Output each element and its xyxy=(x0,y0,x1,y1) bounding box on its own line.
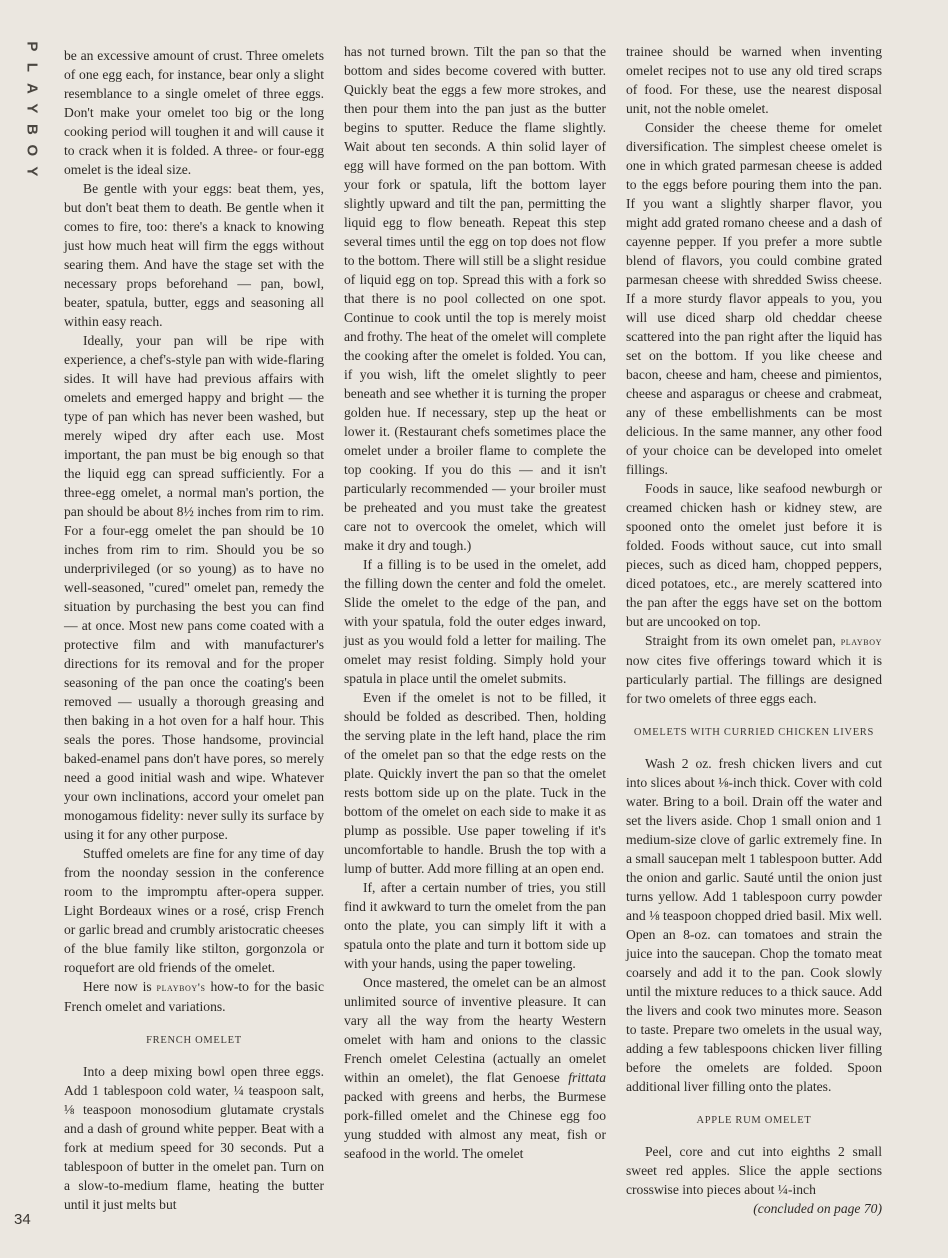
text-column-3 xyxy=(626,42,882,1218)
text-run: now cites five offerings toward which it is particularly partial. The fillings are designed for two omelets of three eggs each. xyxy=(626,653,882,706)
brand-name: playboy's xyxy=(156,980,206,994)
paragraph xyxy=(626,631,882,708)
paragraph: Peel, core and cut into eighths 2 small sweet red apples. Slice the apple sections crosswise into pieces about ¼-inch xyxy=(626,1144,882,1197)
paragraph: Consider the cheese theme for omelet diversification. The simplest cheese omelet is one in which grated parmesan cheese is added to the eggs before pouring them into the pan. If you want a slightly sharper flavor, you might add grated romano cheese and a dash of cayenne pepper. If you prefer a more subtle blend of flavors, you could combine grated parmesan cheese with shredded Swiss cheese. If a more sturdy flavor appeals to you, you will use diced sharp old cheddar cheese scattered into the pan right after the liquid has set on the bottom. If you like cheese and bacon, cheese and ham, cheese and pimientos, cheese and asparagus or cheese and crabmeat, any of these embellishments can be most delicious. In the same manner, any other food of your choice can be developed into omelet fillings. xyxy=(626,120,882,477)
paragraph: be an excessive amount of crust. Three omelets of one egg each, for instance, bear only a slight resemblance to a single omelet of three eggs. Don't make your omelet too big or the long cooking period will toughen it and will cause it to crack when it is folded. A three- or four-egg omelet is the ideal size. xyxy=(64,48,324,177)
paragraph: has not turned brown. Tilt the pan so that the bottom and sides become covered with butter. Quickly beat the eggs a few more strokes, and then pour them into the pan just as the butter begins to sputter. Reduce the flame slightly. Wait about ten seconds. A thin solid layer of egg will have formed on the pan bottom. With your fork or spatula, lift the bottom layer slightly upward and tilt the pan, permitting the liquid egg to flow beneath. Repeat this step several times until the egg on top does not flow to the bottom. There will still be a slight residue of liquid egg on top. Spread this with a fork so that there is no pool collected on one spot. Continue to cook until the top is merely moist and frothy. The heat of the omelet will complete the cooking after the omelet is folded. You can, if you wish, lift the omelet slightly to peer beneath and see whether it is turning the proper golden hue. If necessary, step up the heat or lower it. (Restaurant chefs sometimes place the omelet under a broiler flame to complete the top cooking. If you do this — and it isn't particularly recommended — your broiler must be preheated and you must take the greatest care not to overcook the omelet, which will make it dry and tough.) xyxy=(344,44,606,553)
paragraph: Even if the omelet is not to be filled, it should be folded as described. Then, holding the serving plate in the left hand, place the rim of the omelet pan so that the edge rests on the plate. Quickly invert the pan so that the omelet rests bottom side up on the plate. Tuck in the bottom of the omelet on each side to make it as plump as possible. Use paper toweling if it's uncomfortable to handle. Brush the top with a lump of butter. Add more filling at an open end. xyxy=(344,690,606,876)
magazine-running-head xyxy=(23,36,41,182)
brand-name: playboy xyxy=(840,634,882,648)
paragraph: Be gentle with your eggs: beat them, yes, but don't beat them to death. Be gentle when it comes to fire, too: there's a knack to knowing just how much heat will firm the eggs without searing them. And have the stage set with the necessary props beforehand — pan, bowl, beater, spatula, butter, eggs and seasoning all within easy reach. xyxy=(64,181,324,329)
paragraph: Ideally, your pan will be ripe with experience, a chef's-style pan with wide-flaring sides. It will have had previous affairs with omelets and emerged happy and bright — the type of pan which has never been washed, but merely wiped dry after each use. Most important, the pan must be big enough so that the liquid egg can spread sufficiently. For a three-egg omelet, a normal man's portion, the pan should be about 8½ inches from rim to rim. For a four-egg omelet the pan should be 10 inches from rim to rim. Should you be so underprivileged (or so young) as to have no well-seasoned, "cured" omelet pan, remedy the situation by purchasing the best you can find — at once. Most new pans come coated with a protective film and with manufacturer's directions for its removal and for the proper seasoning of the pan once the coating's been removed — usually a thorough greasing and then baking in a hot oven for a half hour. This seals the pores. Those handsome, provincial baked-enamel pans don't have pores, so merely need a good initial wash and wipe. Whatever your own inclinations, accord your omelet pan monogamous fidelity: never sully its surface by using it for any other purpose. xyxy=(64,333,324,842)
paragraph: Foods in sauce, like seafood newburgh or creamed chicken hash or kidney stew, are spooned onto the omelet just before it is folded. Foods without sauce, cut into small pieces, such as diced ham, chopped peppers, diced potatoes, etc., are merely scattered into the pan after the eggs have set on the bottom but are uncooked on top. xyxy=(626,481,882,629)
text-column-1 xyxy=(64,46,324,1214)
paragraph: If a filling is to be used in the omelet, add the filling down the center and fold the omelet. Slide the omelet to the edge of the pan, and with your spatula, fold the outer edges inward, just as you would fold a letter for mailing. The omelet may resist folding. Simply hold your spatula in place until the omelet submits. xyxy=(344,557,606,686)
paragraph xyxy=(64,977,324,1016)
paragraph: trainee should be warned when inventing omelet recipes not to use any old tired scraps of food. For these, use the nearest disposal unit, not the noble omelet. xyxy=(626,44,882,116)
text-run: packed with greens and herbs, the Burmese pork-filled omelet and the Chinese egg foo yung studded with almost any meat, fish or seafood in the world. The omelet xyxy=(344,1089,606,1161)
text-run: how-to for the basic French omelet and variations. xyxy=(64,979,324,1014)
page-number: 34 xyxy=(14,1211,31,1228)
running-head-letter: Y xyxy=(23,166,41,177)
paragraph: Wash 2 oz. fresh chicken livers and cut into slices about ⅛-inch thick. Cover with cold water. Bring to a boil. Drain off the water and set the livers aside. Chop 1 small onion and 1 medium-size clove of garlic extremely fine. In a small saucepan melt 1 tablespoon butter. Add the onion and garlic. Sauté until the onion just turns yellow. Add 1 tablespoon curry powder and ⅛ teaspoon chopped dried basil. Mix well. Open an 8-oz. can tomatoes and strain the juice into the saucepan. Chop the tomato meat coarsely and add it to the pan. Cook slowly until the mixture reduces to a thick sauce. Add the livers and cook two minutes more. Season to taste. Prepare two omelets in the usual way, adding a few tablespoons chicken liver filling before the omelets are folded. Spoon additional liver filling onto the plates. xyxy=(626,756,882,1094)
section-heading: APPLE RUM OMELET xyxy=(696,1115,812,1126)
paragraph: If, after a certain number of tries, you still find it awkward to turn the omelet from the pan onto the plate, you can simply lift it with a spatula onto the plate and turn it bottom side up with your hands, using the paper toweling. xyxy=(344,880,606,971)
section-heading: OMELETS WITH CURRIED CHICKEN LIVERS xyxy=(633,727,875,738)
paragraph: Stuffed omelets are fine for any time of day from the noonday session in the conference room to the impromptu after-opera supper. Light Bordeaux wines or a rosé, crisp French or garlic bread and crumbly aristocratic cheeses of the blue family like stilton, gorgonzola or roquefort are old friends of the omelet. xyxy=(64,846,324,975)
running-head-letter: P xyxy=(23,41,41,52)
text-run: Straight from its own omelet pan, xyxy=(645,633,836,648)
running-head-letter: A xyxy=(23,82,41,94)
running-head-letter: B xyxy=(23,124,41,136)
text-column-2 xyxy=(344,42,606,1163)
running-head-letter: O xyxy=(23,144,41,157)
text-run: Here now is xyxy=(83,979,152,994)
section-heading: FRENCH OMELET xyxy=(146,1035,242,1046)
paragraph xyxy=(344,973,606,1163)
italic-term: frittata xyxy=(568,1070,606,1085)
running-head-letter: Y xyxy=(23,103,41,114)
running-head-letter: L xyxy=(23,62,41,72)
continuation-note: (concluded on page 70) xyxy=(753,1201,882,1216)
paragraph: Into a deep mixing bowl open three eggs. Add 1 tablespoon cold water, ¼ teaspoon salt, ⅛ teaspoon monosodium glutamate crystals and a dash of ground white pepper. Beat with a fork at medium speed for 30 seconds. Put a tablespoon of butter in the omelet pan. Turn on a slow-to-medium flame, heating the butter until it just melts but xyxy=(64,1064,324,1212)
text-run: Once mastered, the omelet can be an almost unlimited source of inventive pleasure. It can vary all the way from the hearty Western omelet with ham and onions to the classic French omelet Celestina (actually an omelet within an omelet), the flat Genoese xyxy=(344,975,606,1085)
